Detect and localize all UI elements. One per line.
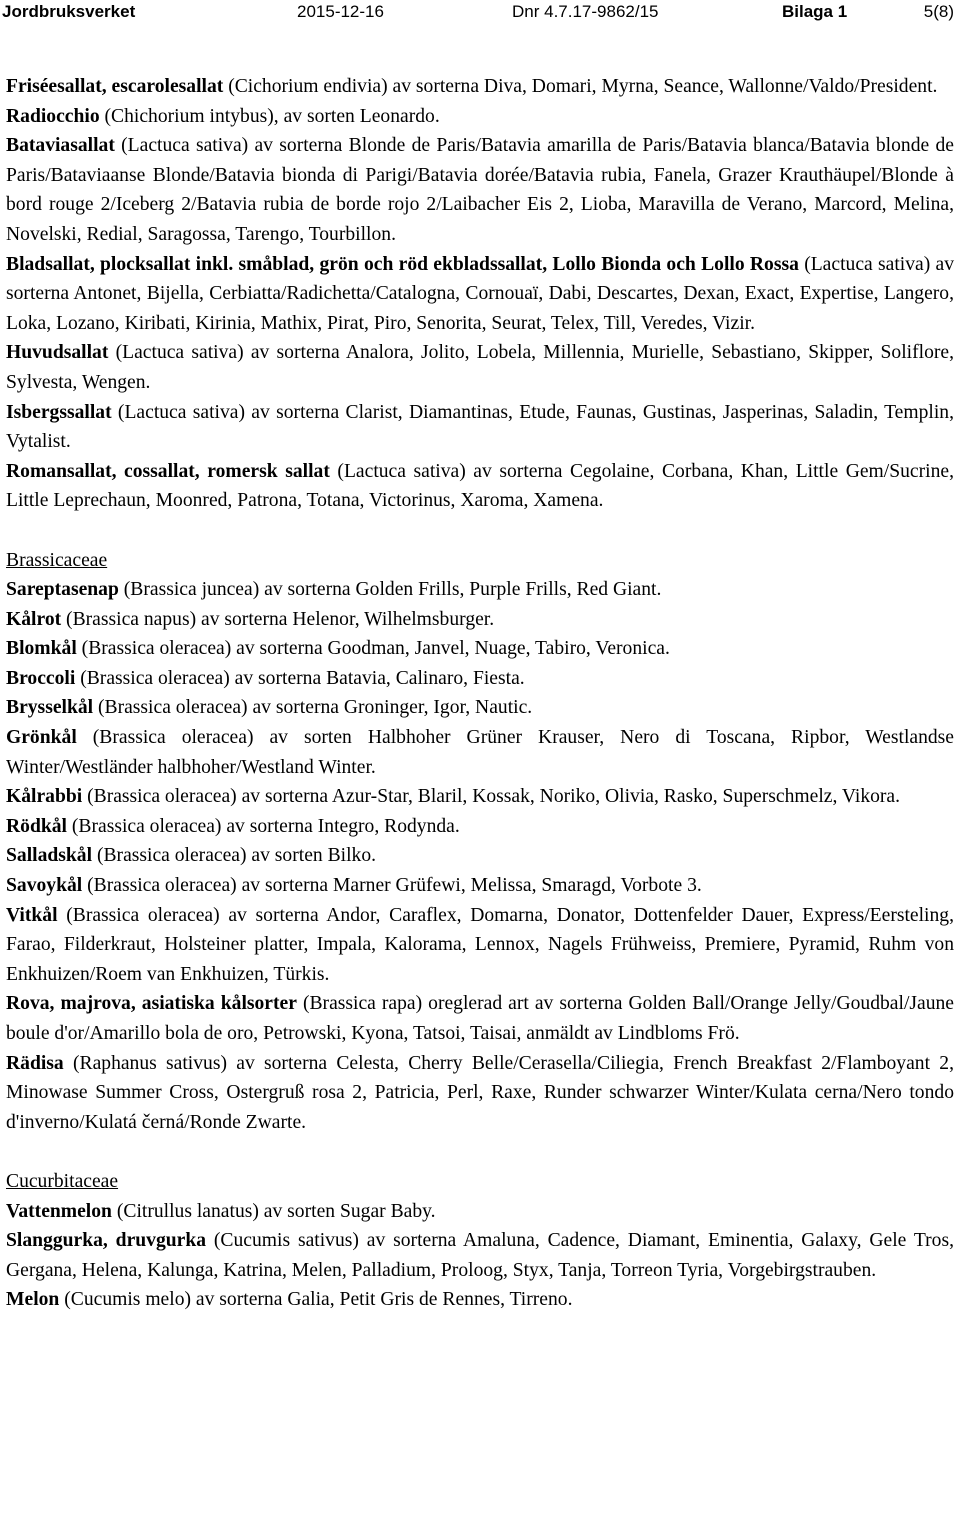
entry-name: Isbergssallat [6, 401, 112, 423]
entry-name: Kålrabbi [6, 786, 83, 808]
entry-text: (Lactuca sativa) av sorterna Analora, Jolito, Lobela, Millennia, Murielle, Sebastiano, Skipper, Soliflore, Sylvesta, Wengen. [6, 342, 954, 393]
entry-name: Kålrot [6, 608, 62, 630]
section-heading-cucurbitaceae: Cucurbitaceae [6, 1170, 119, 1192]
entry-name: Vitkål [6, 904, 58, 926]
entry-text: (Brassica oleracea) av sorterna Andor, Caraflex, Domarna, Donator, Dottenfelder Dauer, Express/Eersteling, Farao, Filderkraut, Holsteiner platter, Impala, Kalorama, Lennox, Nagels Frühweiss, Premiere, Pyramid, Ruhm von Enkhuizen/Roem van Enkhuizen, Türkis. [6, 904, 954, 985]
entry-text: (Cucumis sativus) av sorterna Amaluna, Cadence, Diamant, Eminentia, Galaxy, Gele Tros, Gergana, Helena, Kalunga, Katrina, Melen, Palladium, Proloog, Styx, Tanja, Torreon Tyria, Vorgebirgstrauben. [6, 1230, 954, 1281]
entry-frisee [6, 72, 954, 102]
entry-melon [6, 1285, 954, 1315]
entry-text: (Lactuca sativa) av sorterna Cegolaine, Corbana, Khan, Little Gem/Sucrine, Little Leprechaun, Moonred, Patrona, Totana, Victorinus, Xaroma, Xamena. [6, 460, 954, 512]
entry-blomkal [6, 634, 954, 664]
entry-name: Rädisa [6, 1052, 64, 1074]
entry-text: (Cichorium endivia) av sorterna Diva, Domari, Myrna, Seance, Wallonne/Valdo/President. [223, 76, 938, 97]
header-appendix-label: Bilaga 1 [782, 2, 848, 21]
entry-name: Rova, majrova, asiatiska kålsorter [6, 993, 297, 1015]
entry-text: (Brassica oleracea) av sorterna Goodman, Janvel, Nuage, Tabiro, Veronica. [76, 638, 670, 660]
entry-vitkal [6, 901, 954, 990]
entry-name: Sareptasenap [6, 579, 119, 601]
entry-text: (Brassica juncea) av sorterna Golden Frills, Purple Frills, Red Giant. [118, 579, 662, 601]
entry-text: (Chichorium intybus), av sorten Leonardo. [99, 105, 440, 127]
entry-name: Melon [6, 1289, 60, 1311]
entry-name: Huvudsallat [6, 342, 109, 364]
entry-name: Savoykål [6, 875, 83, 897]
entry-text: (Raphanus sativus) av sorterna Celesta, Cherry Belle/Cerasella/Ciliegia, French Breakfast 2/Flamboyant 2, Minowase Summer Cross, Ostergruß rosa 2, Patricia, Perl, Raxe, Runder schwarzer Winter/Kulata cerna/Nero tondo d'inverno/Kulatá černá/Ronde Zwarte. [6, 1052, 954, 1133]
entry-gronkal [6, 723, 954, 782]
entry-kalrabbi [6, 782, 954, 812]
entry-huvudsallat [6, 338, 954, 397]
entry-text: (Brassica oleracea) av sorterna Azur-Star, Blaril, Kossak, Noriko, Olivia, Rasko, Superschmelz, Vikora. [82, 786, 901, 808]
entry-name: Rödkål [6, 815, 67, 837]
entry-text: (Brassica oleracea) av sorten Halbhoher Grüner Krauser, Nero di Toscana, Ripbor, Westlandse Winter/Westländer halbhoher/Westland Winter. [6, 727, 954, 778]
entry-name: Radiocchio [6, 105, 100, 127]
entry-text: (Lactuca sativa) av sorterna Antonet, Bijella, Cerbiatta/Radichetta/Catalogna, Cornouaï, Dabi, Descartes, Dexan, Exact, Expertise, Langero, Loka, Lozano, Kiribati, Kirinia, Mathix, Pirat, Piro, Senorita, Seurat, Telex, Till, Veredes, Vizir. [6, 253, 954, 334]
entry-text: (Brassica napus) av sorterna Helenor, Wilhelmsburger. [61, 608, 495, 630]
entry-text: (Brassica oleracea) av sorterna Marner Grüfewi, Melissa, Smaragd, Vorbote 3. [82, 875, 702, 897]
entry-text: (Lactuca sativa) av sorterna Clarist, Diamantinas, Etude, Faunas, Gustinas, Jasperinas, Saladin, Templin, Vytalist. [6, 401, 954, 453]
entry-name: Bladsallat, plocksallat inkl. småblad, grön och röd ekbladssallat, Lollo Bionda och Lollo Rossa [6, 253, 799, 275]
entry-text: (Cucumis melo) av sorterna Galia, Petit Gris de Rennes, Tirreno. [59, 1289, 573, 1311]
entry-name: Friséesallat, escarolesallat [6, 76, 224, 97]
entry-name: Salladskål [6, 845, 93, 867]
entry-isbergssallat [6, 398, 954, 457]
entry-text: (Brassica rapa) oreglerad art av sorterna Golden Ball/Orange Jelly/Goudbal/Jaune boule d'or/Amarillo bola de oro, Petrowski, Kyona, Tatsoi, Taisai, anmäldt av Lindbloms Frö. [6, 993, 954, 1044]
entry-name: Grönkål [6, 727, 77, 749]
entry-radisa [6, 1049, 954, 1138]
entry-text: (Brassica oleracea) av sorterna Batavia, Calinaro, Fiesta. [75, 667, 525, 689]
entry-text: (Lactuca sativa) av sorterna Blonde de Paris/Batavia amarilla de Paris/Batavia blanca/Batavia blonde de Paris/Bataviaanse Blonde/Batavia bionda di Parigi/Batavia dorée/Batavia rubia, Fanela, Grazer Krauthäupel/Blonde à bord rouge 2/Iceberg 2/Batavia rubia de borde rojo 2/Laibacher Eis 2, Lioba, Maravilla de Verano, Marcord, Melina, Novelski, Redial, Saragossa, Tarengo, Tourbillon. [6, 135, 954, 245]
section-heading-brassicaceae: Brassicaceae [6, 549, 108, 571]
entry-vattenmelon [6, 1197, 954, 1227]
entry-name: Brysselkål [6, 697, 94, 719]
header-page-number: 5(8) [923, 2, 954, 21]
page-header [0, 0, 960, 24]
header-organization: Jordbruksverket [2, 2, 136, 21]
entry-name: Slanggurka, druvgurka [6, 1230, 207, 1252]
document-body [6, 72, 954, 1315]
entry-text: (Brassica oleracea) av sorterna Integro, Rodynda. [66, 815, 460, 837]
entry-salladskal [6, 841, 954, 871]
entry-broccoli [6, 664, 954, 694]
entry-romansallat [6, 457, 954, 516]
entry-name: Broccoli [6, 667, 76, 689]
entry-radiocchio [6, 102, 954, 132]
entry-bladsallat [6, 250, 954, 339]
entry-slanggurka [6, 1226, 954, 1285]
entry-name: Blomkål [6, 638, 77, 660]
header-reference-number: Dnr 4.7.17-9862/15 [512, 2, 659, 21]
entry-name: Romansallat, cossallat, romersk sallat [6, 460, 330, 482]
header-date: 2015-12-16 [297, 2, 384, 21]
entry-savoykal [6, 871, 954, 901]
entry-rova [6, 989, 954, 1048]
entry-kalrot [6, 605, 954, 635]
entry-name: Vattenmelon [6, 1200, 112, 1222]
entry-text: (Brassica oleracea) av sorten Bilko. [92, 845, 377, 867]
entry-rodkal [6, 812, 954, 842]
entry-name: Bataviasallat [6, 135, 115, 157]
entry-sareptasenap [6, 575, 954, 605]
entry-text: (Brassica oleracea) av sorterna Groninger, Igor, Nautic. [93, 697, 533, 719]
entry-brysselkal [6, 693, 954, 723]
entry-bataviasallat [6, 131, 954, 249]
entry-text: (Citrullus lanatus) av sorten Sugar Baby. [111, 1200, 436, 1222]
